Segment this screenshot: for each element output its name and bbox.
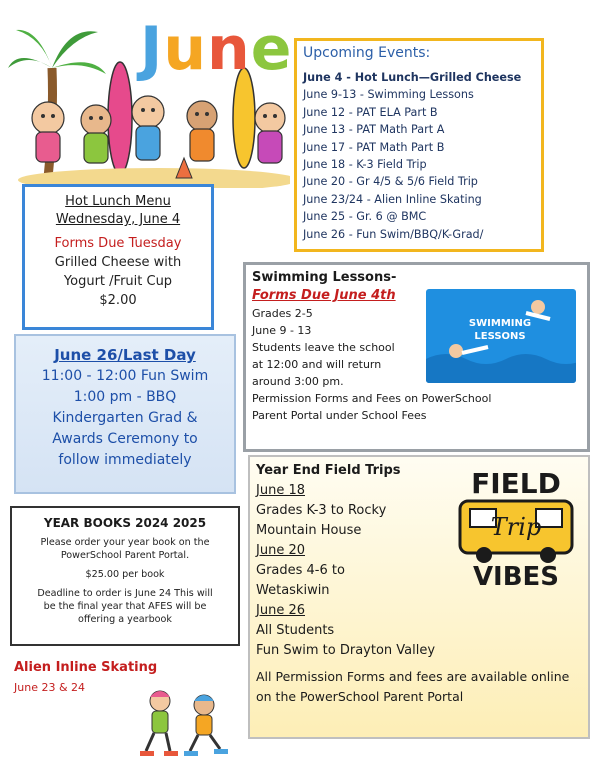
field-trip-line: Grades 4-6 to (256, 563, 345, 578)
yearbook-title: YEAR BOOKS 2024 2025 (43, 516, 207, 530)
last-day-line: follow immediately (58, 452, 192, 468)
event-item: June 13 - PAT Math Part A (303, 123, 445, 137)
event-item: June 26 - Fun Swim/BBQ/K-Grad/ (303, 227, 484, 241)
last-day-line: 11:00 - 12:00 Fun Swim (41, 368, 209, 384)
swim-image-label: SWIMMING LESSONS (468, 318, 532, 342)
swim-line: around 3:00 pm. (252, 375, 344, 388)
month-letter: n (207, 14, 251, 84)
swim-title: Swimming Lessons- (252, 270, 397, 285)
event-item: June 4 - Hot Lunch—Grilled Cheese (303, 71, 522, 84)
field-trip-line: Fun Swim to Drayton Valley (256, 643, 436, 658)
field-trip-line: Wetaskiwin (256, 583, 330, 598)
swim-line: Permission Forms and Fees on PowerSchool (252, 392, 492, 405)
events-title: Upcoming Events: (303, 45, 431, 61)
swim-line: Grades 2-5 (252, 307, 313, 320)
last-day-line: Awards Ceremony to (52, 431, 198, 447)
swim-forms-due: Forms Due June 4th (252, 288, 396, 303)
field-trip-vibes-logo (450, 465, 582, 591)
month-title (140, 14, 292, 84)
event-item: June 12 - PAT ELA Part B (303, 105, 438, 119)
skaters-clipart (130, 685, 240, 763)
yearbook-order-text: Please order your year book on the PowerSchool Parent Portal. (40, 537, 210, 561)
field-trip-date: June 18 (256, 483, 305, 498)
event-item: June 25 - Gr. 6 @ BMC (303, 210, 427, 224)
lunch-price: $2.00 (99, 293, 137, 308)
last-day-box (14, 334, 236, 494)
yearbook-deadline: Deadline to order is June 24 This will be the final year that AFES will be offering a yearbook (37, 588, 213, 625)
swim-line: Parent Portal under School Fees (252, 409, 427, 422)
lunch-line: Grilled Cheese with (54, 255, 182, 270)
event-item: June 18 - K-3 Field Trip (303, 158, 427, 172)
yearbook-box (10, 506, 240, 646)
field-trip-line: Grades K-3 to Rocky (256, 503, 387, 518)
logo-word: Trip (490, 513, 542, 541)
field-trips-box (248, 455, 590, 739)
swim-line: at 12:00 and will return (252, 358, 382, 371)
lunch-date: Wednesday, June 4 (55, 212, 181, 227)
event-item: June 17 - PAT Math Part B (303, 140, 445, 154)
lunch-title: Hot Lunch Menu (65, 194, 171, 209)
month-letter: J (140, 14, 164, 84)
event-item: June 9-13 - Swimming Lessons (303, 88, 474, 102)
field-trip-date: June 20 (256, 543, 305, 558)
lunch-line: Yogurt /Fruit Cup (63, 274, 173, 289)
swim-line: Students leave the school (252, 341, 395, 354)
swimming-lessons-box (243, 262, 590, 452)
hot-lunch-box (22, 184, 214, 330)
alien-skating-dates: June 23 & 24 (14, 681, 86, 694)
upcoming-events-box (294, 38, 544, 252)
field-trip-line: All Students (256, 623, 335, 638)
event-item: June 20 - Gr 4/5 & 5/6 Field Trip (303, 175, 478, 189)
month-letter: e (250, 14, 293, 84)
event-item: June 23/24 - Alien Inline Skating (303, 192, 482, 206)
last-day-line: 1:00 pm - BBQ (73, 389, 177, 405)
last-day-heading: June 26/Last Day (54, 346, 196, 364)
yearbook-price: $25.00 per book (85, 569, 165, 580)
field-trip-date: June 26 (256, 603, 305, 618)
field-trips-note: All Permission Forms and fees are available online on the PowerSchool Parent Portal (256, 669, 570, 704)
alien-skating-title: Alien Inline Skating (14, 660, 158, 675)
swimming-lessons-image (426, 289, 576, 383)
logo-word: VIBES (472, 562, 560, 591)
lunch-forms-due: Forms Due Tuesday (54, 236, 182, 251)
month-letter: u (163, 14, 208, 84)
field-trip-line: Mountain House (256, 523, 362, 538)
field-trips-title: Year End Field Trips (256, 463, 401, 478)
events-list (303, 69, 535, 243)
swim-line: June 9 - 13 (252, 324, 312, 337)
last-day-line: Kindergarten Grad & (52, 410, 198, 426)
logo-word: FIELD (471, 467, 561, 500)
